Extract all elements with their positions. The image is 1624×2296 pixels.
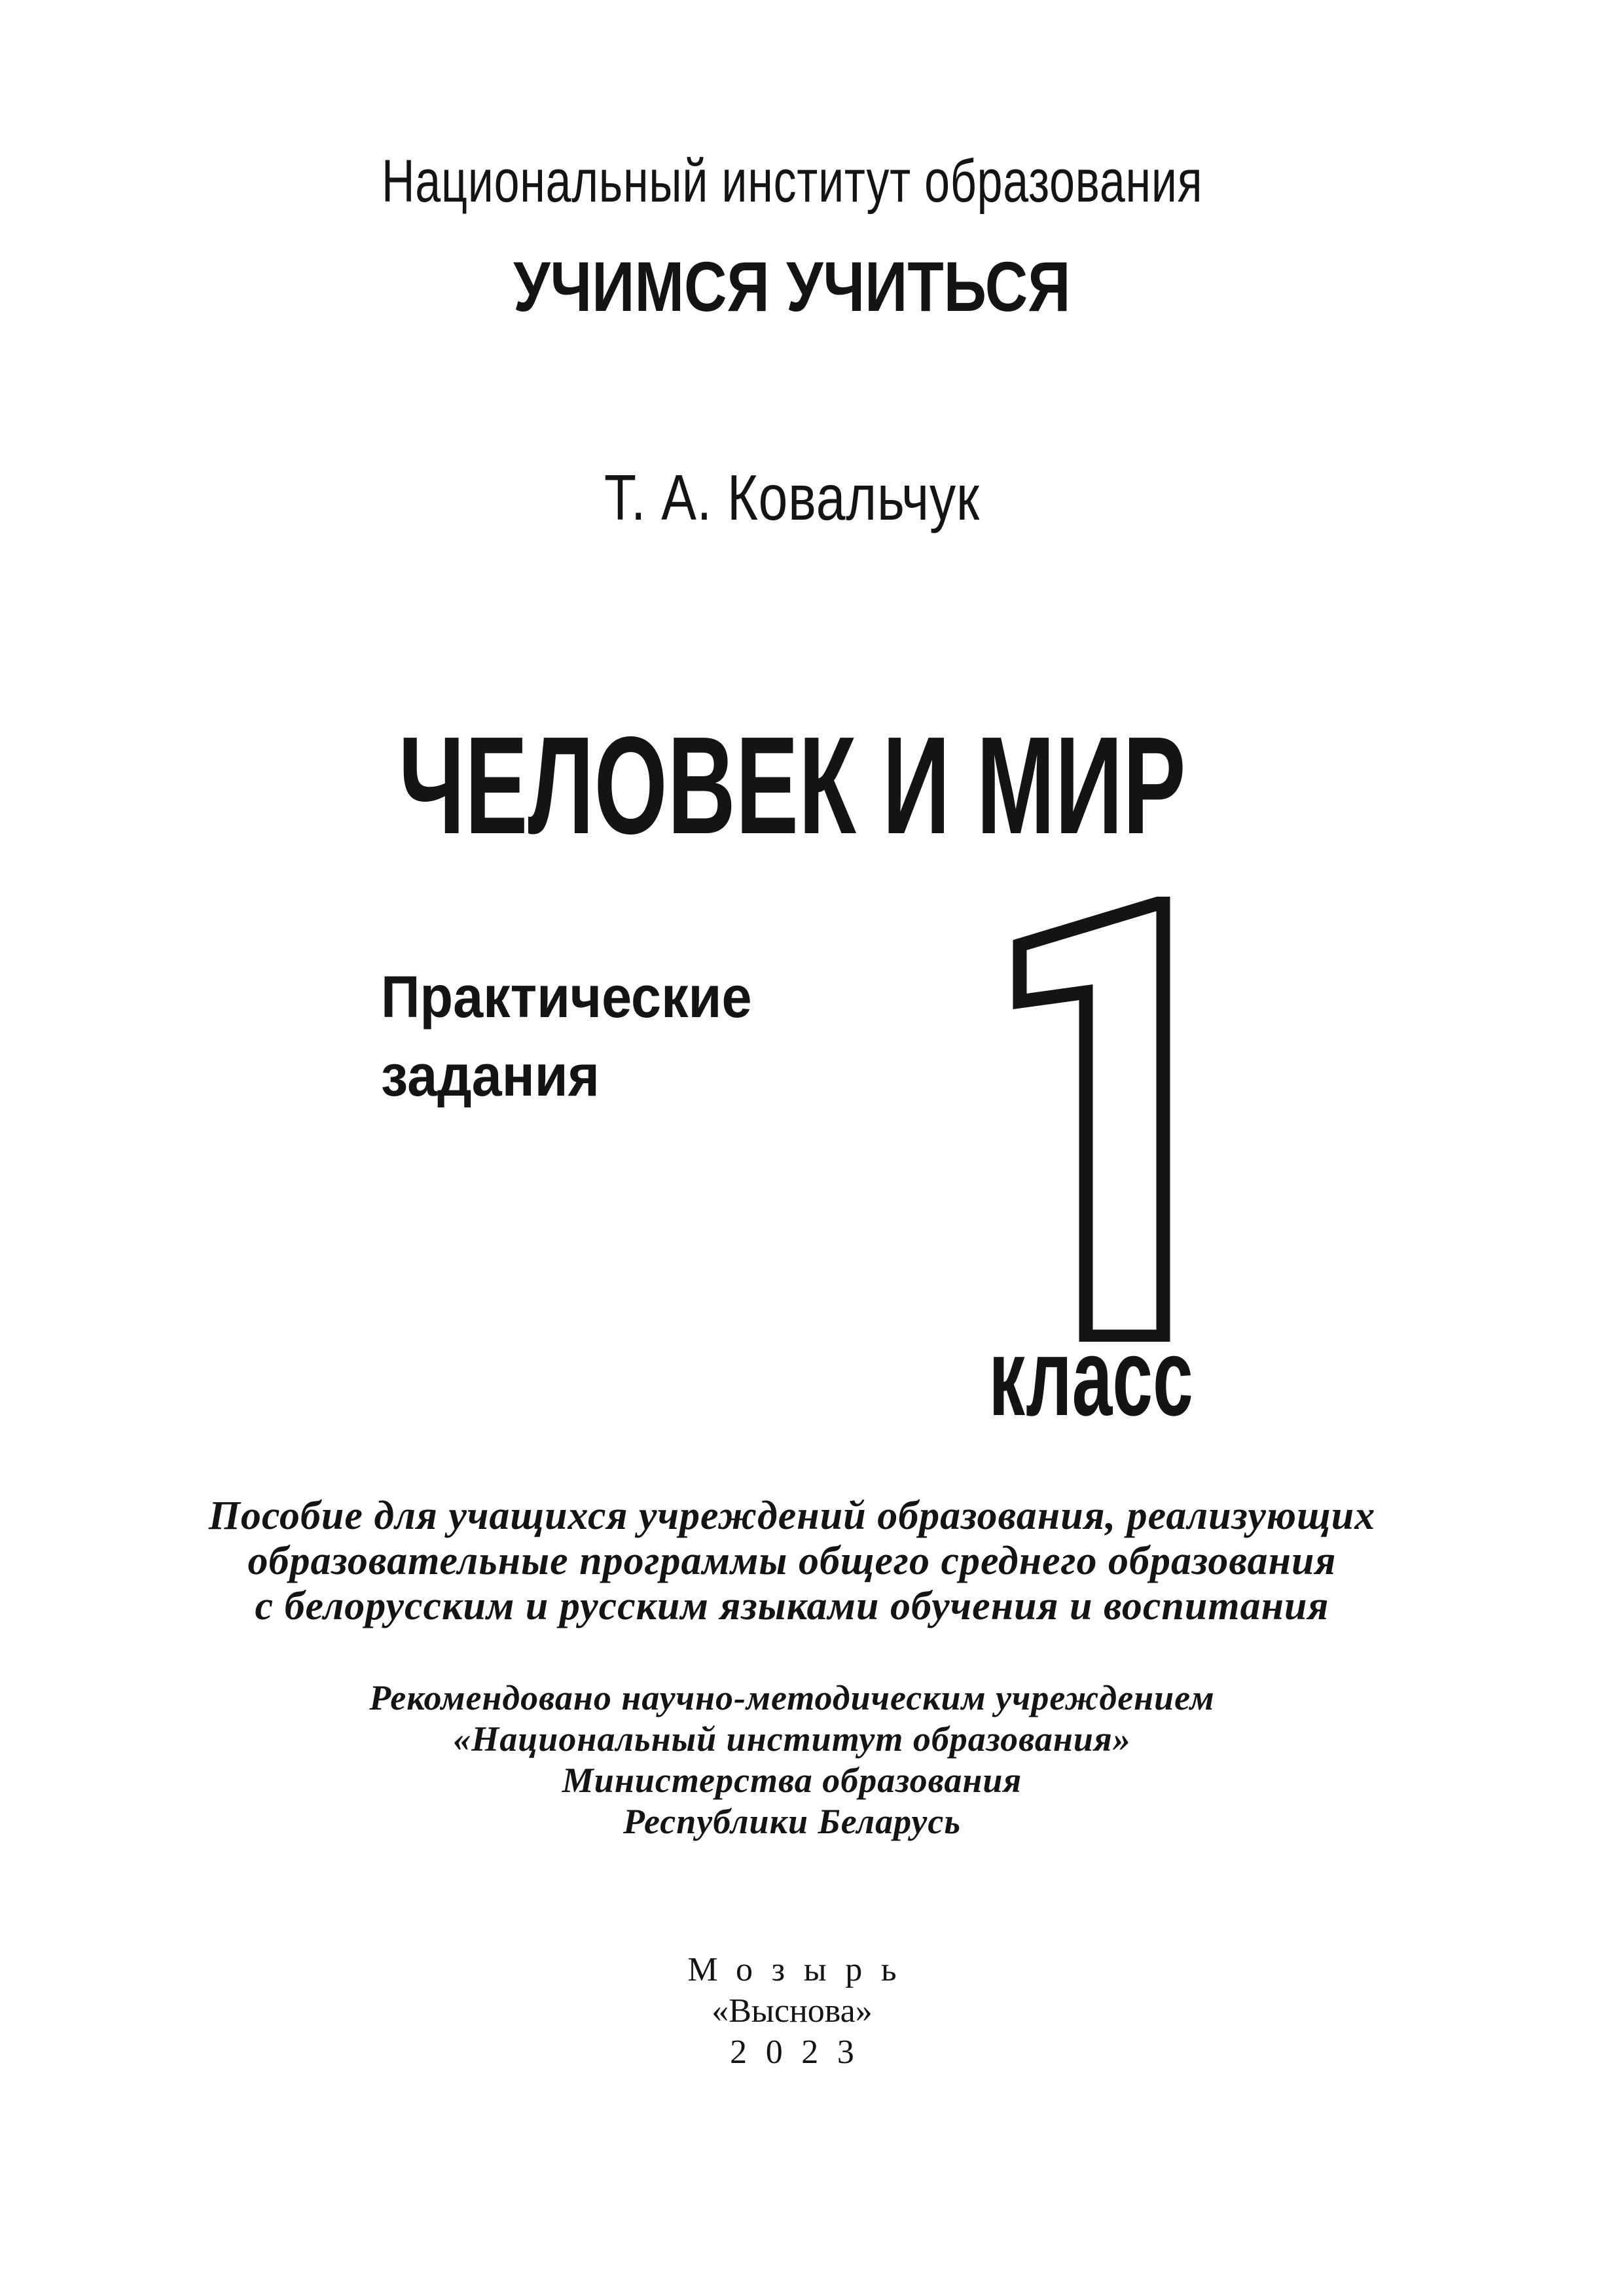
publisher-line-text: Национальный институт образования — [381, 148, 1203, 215]
author-name-text: Т. А. Ковальчук — [604, 461, 980, 533]
imprint — [0, 1949, 1584, 2073]
approval-note-line: Министерства образования — [562, 1761, 1022, 1800]
audience-note-line: Пособие для учащихся учреждений образования, реализующих — [208, 1494, 1376, 1538]
subtitle — [381, 958, 752, 1115]
audience-note — [0, 1494, 1584, 1629]
grade-label — [928, 1316, 1255, 1439]
book-title-text: ЧЕЛОВЕК И МИР — [398, 708, 1186, 863]
series-title — [0, 247, 1584, 326]
approval-note-line: Рекомендовано научно-методическим учреждением — [369, 1678, 1215, 1717]
subtitle-line: Практические — [381, 965, 752, 1030]
book-title — [0, 708, 1584, 863]
grade-number-figure — [1011, 897, 1172, 1342]
approval-note — [0, 1677, 1584, 1842]
numeral-one-outline-icon — [1011, 897, 1172, 1342]
approval-note-line: Республики Беларусь — [623, 1802, 962, 1841]
author-name — [0, 461, 1584, 533]
publisher-line — [0, 148, 1584, 215]
approval-note-line: «Национальный институт образования» — [453, 1719, 1131, 1759]
grade-label-text: класс — [988, 1316, 1194, 1439]
audience-note-line: образовательные программы общего среднего образования — [247, 1539, 1337, 1583]
series-title-text: УЧИМСЯ УЧИТЬСЯ — [513, 247, 1071, 326]
subtitle-line: задания — [381, 1043, 600, 1109]
audience-note-line: с белорусским и русским языками обучения и воспитания — [255, 1584, 1329, 1628]
imprint-city: Мозырь — [687, 1951, 916, 1988]
imprint-year: 2023 — [730, 2034, 873, 2071]
imprint-publisher: «Выснова» — [712, 1992, 873, 2030]
